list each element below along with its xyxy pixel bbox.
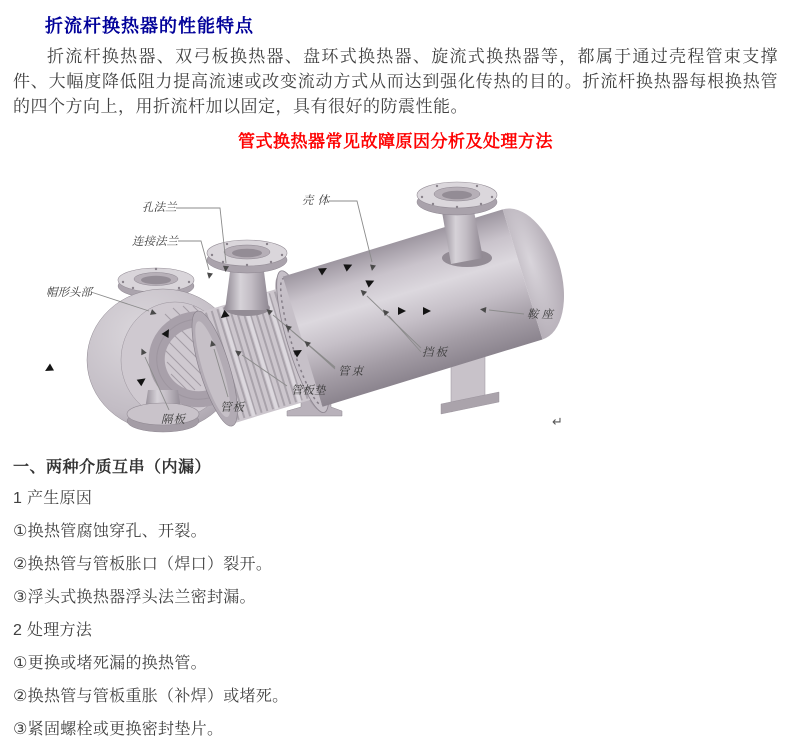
fault-line: ③浮头式换热器浮头法兰密封漏。: [13, 589, 256, 606]
fault-line: ②换热管与管板胀口（焊口）裂开。: [13, 556, 273, 573]
fault-line: ①换热管腐蚀穿孔、开裂。: [13, 523, 207, 540]
intro-heading: 折流杆换热器的性能特点: [45, 16, 254, 36]
label-hole-flange: 孔法兰: [142, 200, 177, 214]
label-tube-bundle: 管束: [338, 364, 365, 378]
label-shell: 壳体: [302, 193, 333, 207]
label-baffle: 挡板: [422, 345, 449, 359]
intro-paragraph: 折流杆换热器、双弓板换热器、盘环式换热器、旋流式换热器等，都属于通过壳程管束支撑件、大幅度降低阻力提高流速或改变流动方式从而达到强化传热的目的。折流杆换热器每根换热管的四个方向上，用折流杆加以固定，具有很好的防震性能。: [13, 47, 778, 116]
return-mark: ↵: [552, 415, 563, 430]
heat-exchanger-diagram: [15, 164, 615, 436]
label-partition: 隔板: [161, 412, 186, 426]
fault-section-heading: 一、两种介质互串（内漏）: [13, 459, 212, 476]
label-connection-flange: 连接法兰: [132, 234, 178, 248]
label-cap-head: 帽形头部: [46, 285, 92, 299]
main-heading: 管式换热器常见故障原因分析及处理方法: [238, 132, 553, 151]
fault-line: ①更换或堵死漏的换热管。: [13, 655, 207, 672]
fault-line: ②换热管与管板重胀（补焊）或堵死。: [13, 688, 289, 705]
fault-line: 1 产生原因: [13, 490, 93, 507]
fault-line: ③紧固螺栓或更换密封垫片。: [13, 721, 224, 738]
fault-line: 2 处理方法: [13, 622, 93, 639]
fault-section: [13, 489, 778, 740]
label-tube-sheet: 管板: [220, 400, 245, 414]
heat-exchanger-figure: [15, 164, 635, 440]
label-tube-sheet-gasket: 管板垫: [291, 383, 326, 397]
label-saddle: 鞍座: [527, 307, 556, 321]
